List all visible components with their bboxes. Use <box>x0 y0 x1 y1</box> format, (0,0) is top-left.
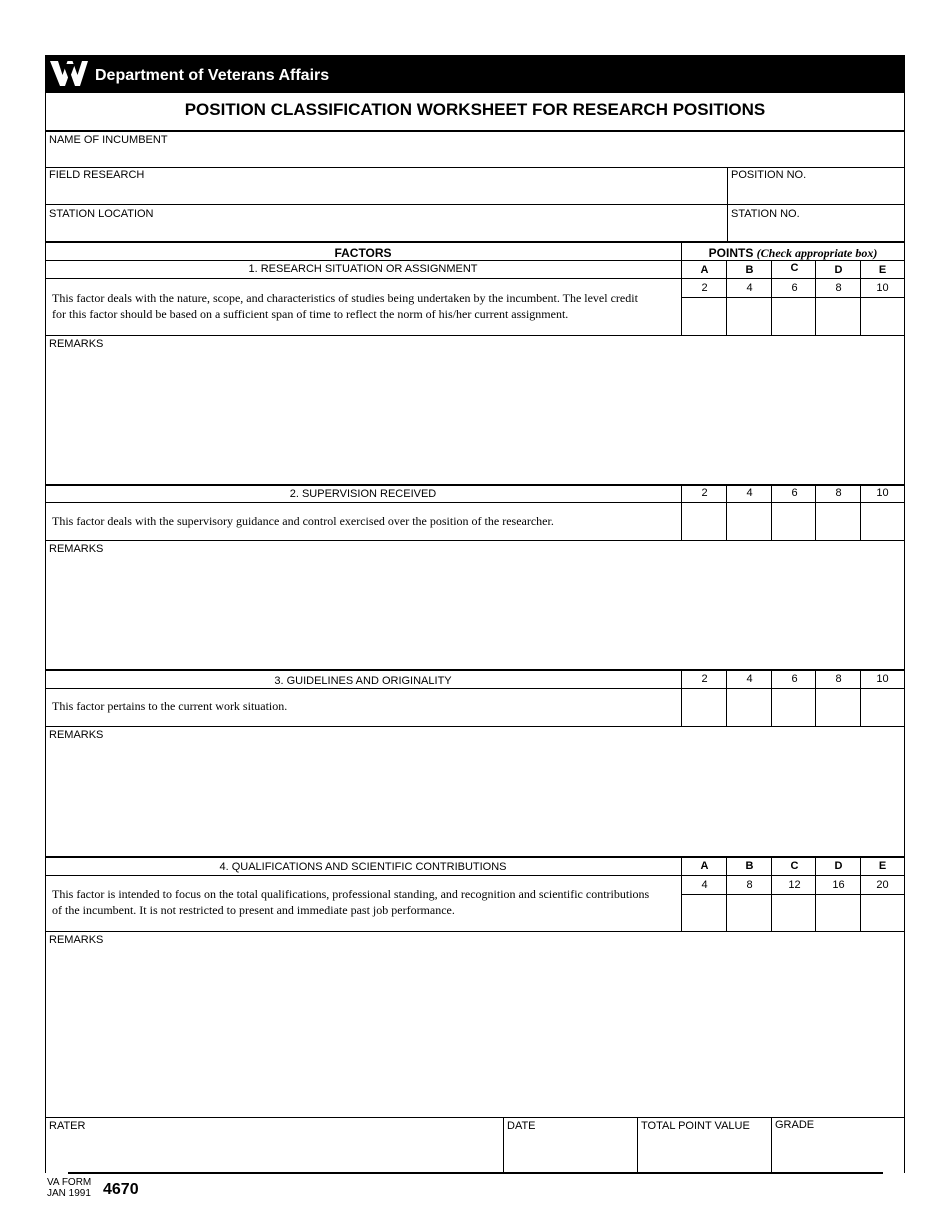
factor-4-points-e: 20 <box>876 879 889 891</box>
factor-2-points-b: 4 <box>746 487 753 499</box>
factor-3-checkbox-d[interactable] <box>816 689 861 726</box>
factor-3-checkbox-e[interactable] <box>861 689 906 726</box>
factor-4-title: 4. QUALIFICATIONS AND SCIENTIFIC CONTRIBUTIONS <box>219 861 507 873</box>
divider <box>45 669 905 671</box>
va-logo-icon <box>48 58 90 90</box>
divider <box>45 540 905 541</box>
name-of-incumbent-field[interactable] <box>46 131 904 167</box>
total-point-value-label: TOTAL POINT VALUE <box>641 1120 750 1132</box>
factor-2-checkbox-d[interactable] <box>816 503 861 540</box>
factors-heading: FACTORS <box>334 246 392 260</box>
factor-3-points-d: 8 <box>835 673 842 685</box>
divider <box>45 856 905 858</box>
points-heading <box>682 246 904 261</box>
factor-3-checkbox-a[interactable] <box>682 689 727 726</box>
factor-3-points-a: 2 <box>701 673 708 685</box>
rater-field[interactable] <box>46 1134 502 1171</box>
column-b-label: B <box>745 264 754 276</box>
date-label: DATE <box>507 1120 536 1132</box>
factor-2-remarks-label: REMARKS <box>49 543 104 555</box>
factor-4-column-b-label: B <box>745 860 754 872</box>
points-heading-label: POINTS <box>708 246 754 260</box>
factor-4-points-c: 12 <box>788 879 801 891</box>
factor-1-checkbox-a[interactable] <box>682 298 727 335</box>
factor-2-points-d: 8 <box>835 487 842 499</box>
factor-1-checkbox-e[interactable] <box>861 298 906 335</box>
grade-label: GRADE <box>775 1119 815 1131</box>
factor-4-remarks-field[interactable] <box>46 948 904 1116</box>
factor-4-column-c-label: C <box>790 860 799 872</box>
factor-1-title: 1. RESEARCH SITUATION OR ASSIGNMENT <box>248 263 478 275</box>
factor-4-column-a-label: A <box>700 860 709 872</box>
frame-right <box>904 93 905 1173</box>
factor-1-checkbox-d[interactable] <box>816 298 861 335</box>
factor-1-description-line-1: This factor deals with the nature, scope, and characteristics of studies being undertaken by the incumbent. The level credit <box>52 291 638 305</box>
form-date: JAN 1991 <box>47 1188 91 1199</box>
field-research-label: FIELD RESEARCH <box>49 169 145 181</box>
name-of-incumbent-label: NAME OF INCUMBENT <box>49 134 168 146</box>
factor-2-checkbox-c[interactable] <box>772 503 817 540</box>
factor-1-points-e: 10 <box>876 282 889 294</box>
form-id-label <box>47 1177 91 1199</box>
agency-header-band <box>45 55 905 93</box>
factor-3-points-b: 4 <box>746 673 753 685</box>
factor-1-points-a: 2 <box>701 282 708 294</box>
factor-2-checkbox-b[interactable] <box>727 503 772 540</box>
divider <box>68 1172 883 1174</box>
column-d-label: D <box>834 264 843 276</box>
form-number: 4670 <box>103 1181 139 1198</box>
divider <box>45 241 905 243</box>
factor-4-points-d: 16 <box>832 879 845 891</box>
station-no-field[interactable] <box>728 205 904 241</box>
factor-3-remarks-field[interactable] <box>46 743 904 855</box>
factor-4-checkbox-a[interactable] <box>682 895 727 931</box>
total-point-value-field[interactable] <box>638 1134 770 1171</box>
factor-3-points-e: 10 <box>876 673 889 685</box>
divider <box>45 875 905 876</box>
factor-4-description-line-1: This factor is intended to focus on the total qualifications, professional standing, and recognition and scientific contributions <box>52 887 650 901</box>
station-no-label: STATION NO. <box>731 208 800 220</box>
factor-1-remarks-label: REMARKS <box>49 338 104 350</box>
factor-3-checkbox-b[interactable] <box>727 689 772 726</box>
grade-field[interactable] <box>772 1134 904 1171</box>
factor-4-checkbox-b[interactable] <box>727 895 772 931</box>
divider <box>45 335 905 336</box>
factor-2-remarks-field[interactable] <box>46 557 904 668</box>
factor-3-description: This factor pertains to the current work situation. <box>52 699 288 713</box>
form-label: VA FORM <box>47 1177 92 1188</box>
column-e-label: E <box>878 264 887 276</box>
factor-1-points-d: 8 <box>835 282 842 294</box>
factor-3-remarks-label: REMARKS <box>49 729 104 741</box>
column-a-label: A <box>700 264 709 276</box>
points-heading-note: (Check appropriate box) <box>756 246 878 260</box>
factor-2-checkbox-e[interactable] <box>861 503 906 540</box>
factor-2-points-e: 10 <box>876 487 889 499</box>
divider <box>45 726 905 727</box>
divider <box>45 1117 905 1118</box>
column-c-label: C <box>790 262 799 274</box>
factor-3-checkbox-c[interactable] <box>772 689 817 726</box>
factor-4-remarks-label: REMARKS <box>49 934 104 946</box>
station-location-label: STATION LOCATION <box>49 208 154 220</box>
field-research-field[interactable] <box>46 168 726 204</box>
factor-4-points-b: 8 <box>746 879 753 891</box>
station-location-field[interactable] <box>46 205 726 241</box>
factor-3-points-c: 6 <box>791 673 798 685</box>
divider <box>45 484 905 486</box>
factor-4-checkbox-e[interactable] <box>861 895 906 931</box>
divider <box>45 931 905 932</box>
factor-2-description: This factor deals with the supervisory guidance and control exercised over the position of the researcher. <box>52 514 554 528</box>
form-title: POSITION CLASSIFICATION WORKSHEET FOR RESEARCH POSITIONS <box>184 100 766 119</box>
factor-2-points-c: 6 <box>791 487 798 499</box>
factor-1-checkbox-b[interactable] <box>727 298 772 335</box>
divider <box>45 260 905 261</box>
factor-4-column-e-label: E <box>878 860 887 872</box>
date-field[interactable] <box>504 1134 636 1171</box>
divider <box>45 278 905 279</box>
factor-2-title: 2. SUPERVISION RECEIVED <box>289 488 437 500</box>
factor-4-checkbox-d[interactable] <box>816 895 861 931</box>
agency-name: Department of Veterans Affairs <box>95 67 330 84</box>
position-no-label: POSITION NO. <box>731 169 807 181</box>
factor-4-points-a: 4 <box>701 879 708 891</box>
factor-1-points-b: 4 <box>746 282 753 294</box>
factor-3-title: 3. GUIDELINES AND ORIGINALITY <box>274 675 452 687</box>
rater-label: RATER <box>49 1120 86 1132</box>
factor-1-points-c: 6 <box>791 282 798 294</box>
factor-2-checkbox-a[interactable] <box>682 503 727 540</box>
factor-1-checkbox-c[interactable] <box>772 298 817 335</box>
factor-4-checkbox-c[interactable] <box>772 895 817 931</box>
position-no-field[interactable] <box>728 168 904 204</box>
factor-4-description-line-2: of the incumbent. It is not restricted to present and immediate past job performance. <box>52 903 455 917</box>
factor-1-remarks-field[interactable] <box>46 352 904 482</box>
factor-4-column-d-label: D <box>834 860 843 872</box>
factor-1-description-line-2: for this factor should be based on a sufficient span of time to reflect the norm of his/her current assignment. <box>52 307 569 321</box>
factor-2-points-a: 2 <box>701 487 708 499</box>
